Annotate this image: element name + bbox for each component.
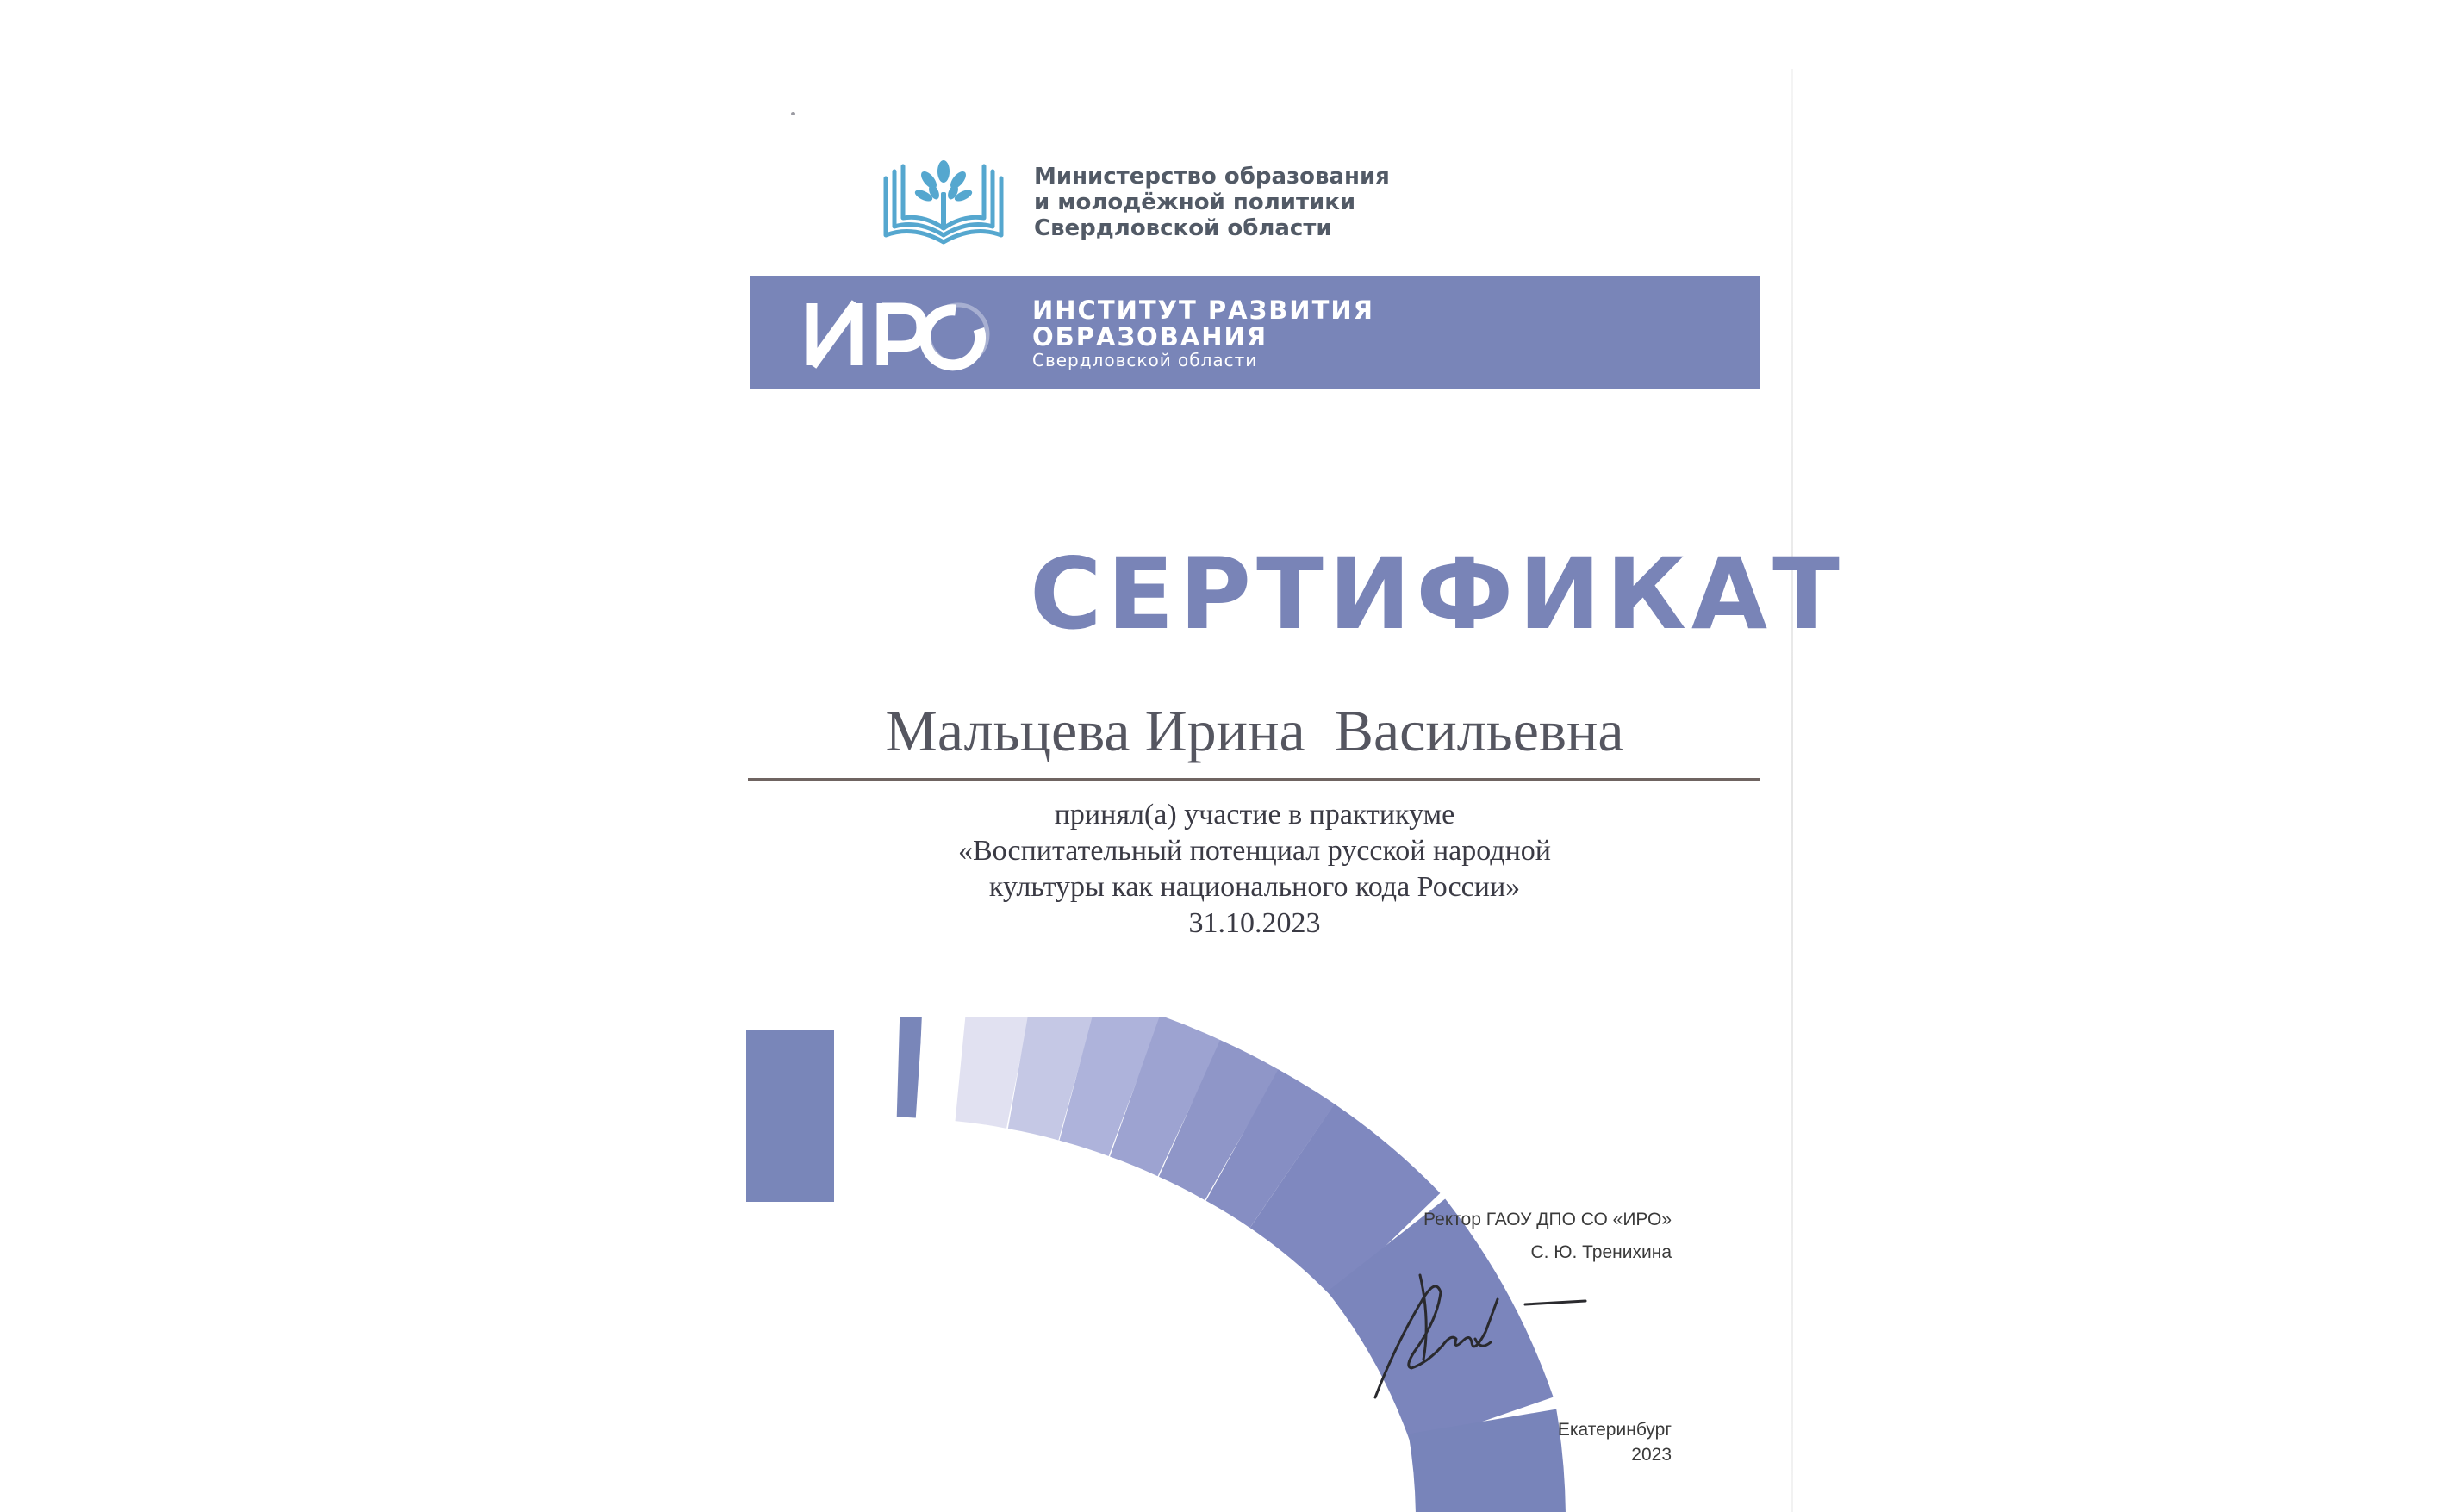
signatory-name: С. Ю. Тренихина: [1530, 1242, 1672, 1262]
city: Екатеринбург: [1557, 1420, 1672, 1440]
signatory-position: Ректор ГАОУ ДПО СО «ИРО»: [1423, 1210, 1672, 1229]
year: 2023: [1631, 1445, 1672, 1465]
ministry-line: Свердловской области: [1034, 215, 1332, 241]
event-date: 31.10.2023: [1188, 907, 1321, 939]
institute-region: Свердловской области: [1032, 350, 1258, 370]
institute-name-line: ИНСТИТУТ РАЗВИТИЯ: [1032, 296, 1374, 325]
institute-name-line: ОБРАЗОВАНИЯ: [1032, 322, 1268, 352]
body-line: культуры как национального кода России»: [988, 871, 1521, 903]
recipient-name: Мальцева Ирина Васильевна: [885, 698, 1624, 763]
body-line: принял(а) участие в практикуме: [1054, 799, 1455, 831]
place-block: [1465, 1417, 1672, 1467]
ministry-line: и молодёжной политики: [1034, 190, 1356, 215]
certificate-title: СЕРТИФИКАТ: [1030, 537, 1845, 651]
signature: [1370, 1249, 1594, 1404]
body-line: «Воспитательный потенциал русской народной: [957, 835, 1551, 867]
ministry-line: Министерство образования: [1034, 164, 1390, 190]
